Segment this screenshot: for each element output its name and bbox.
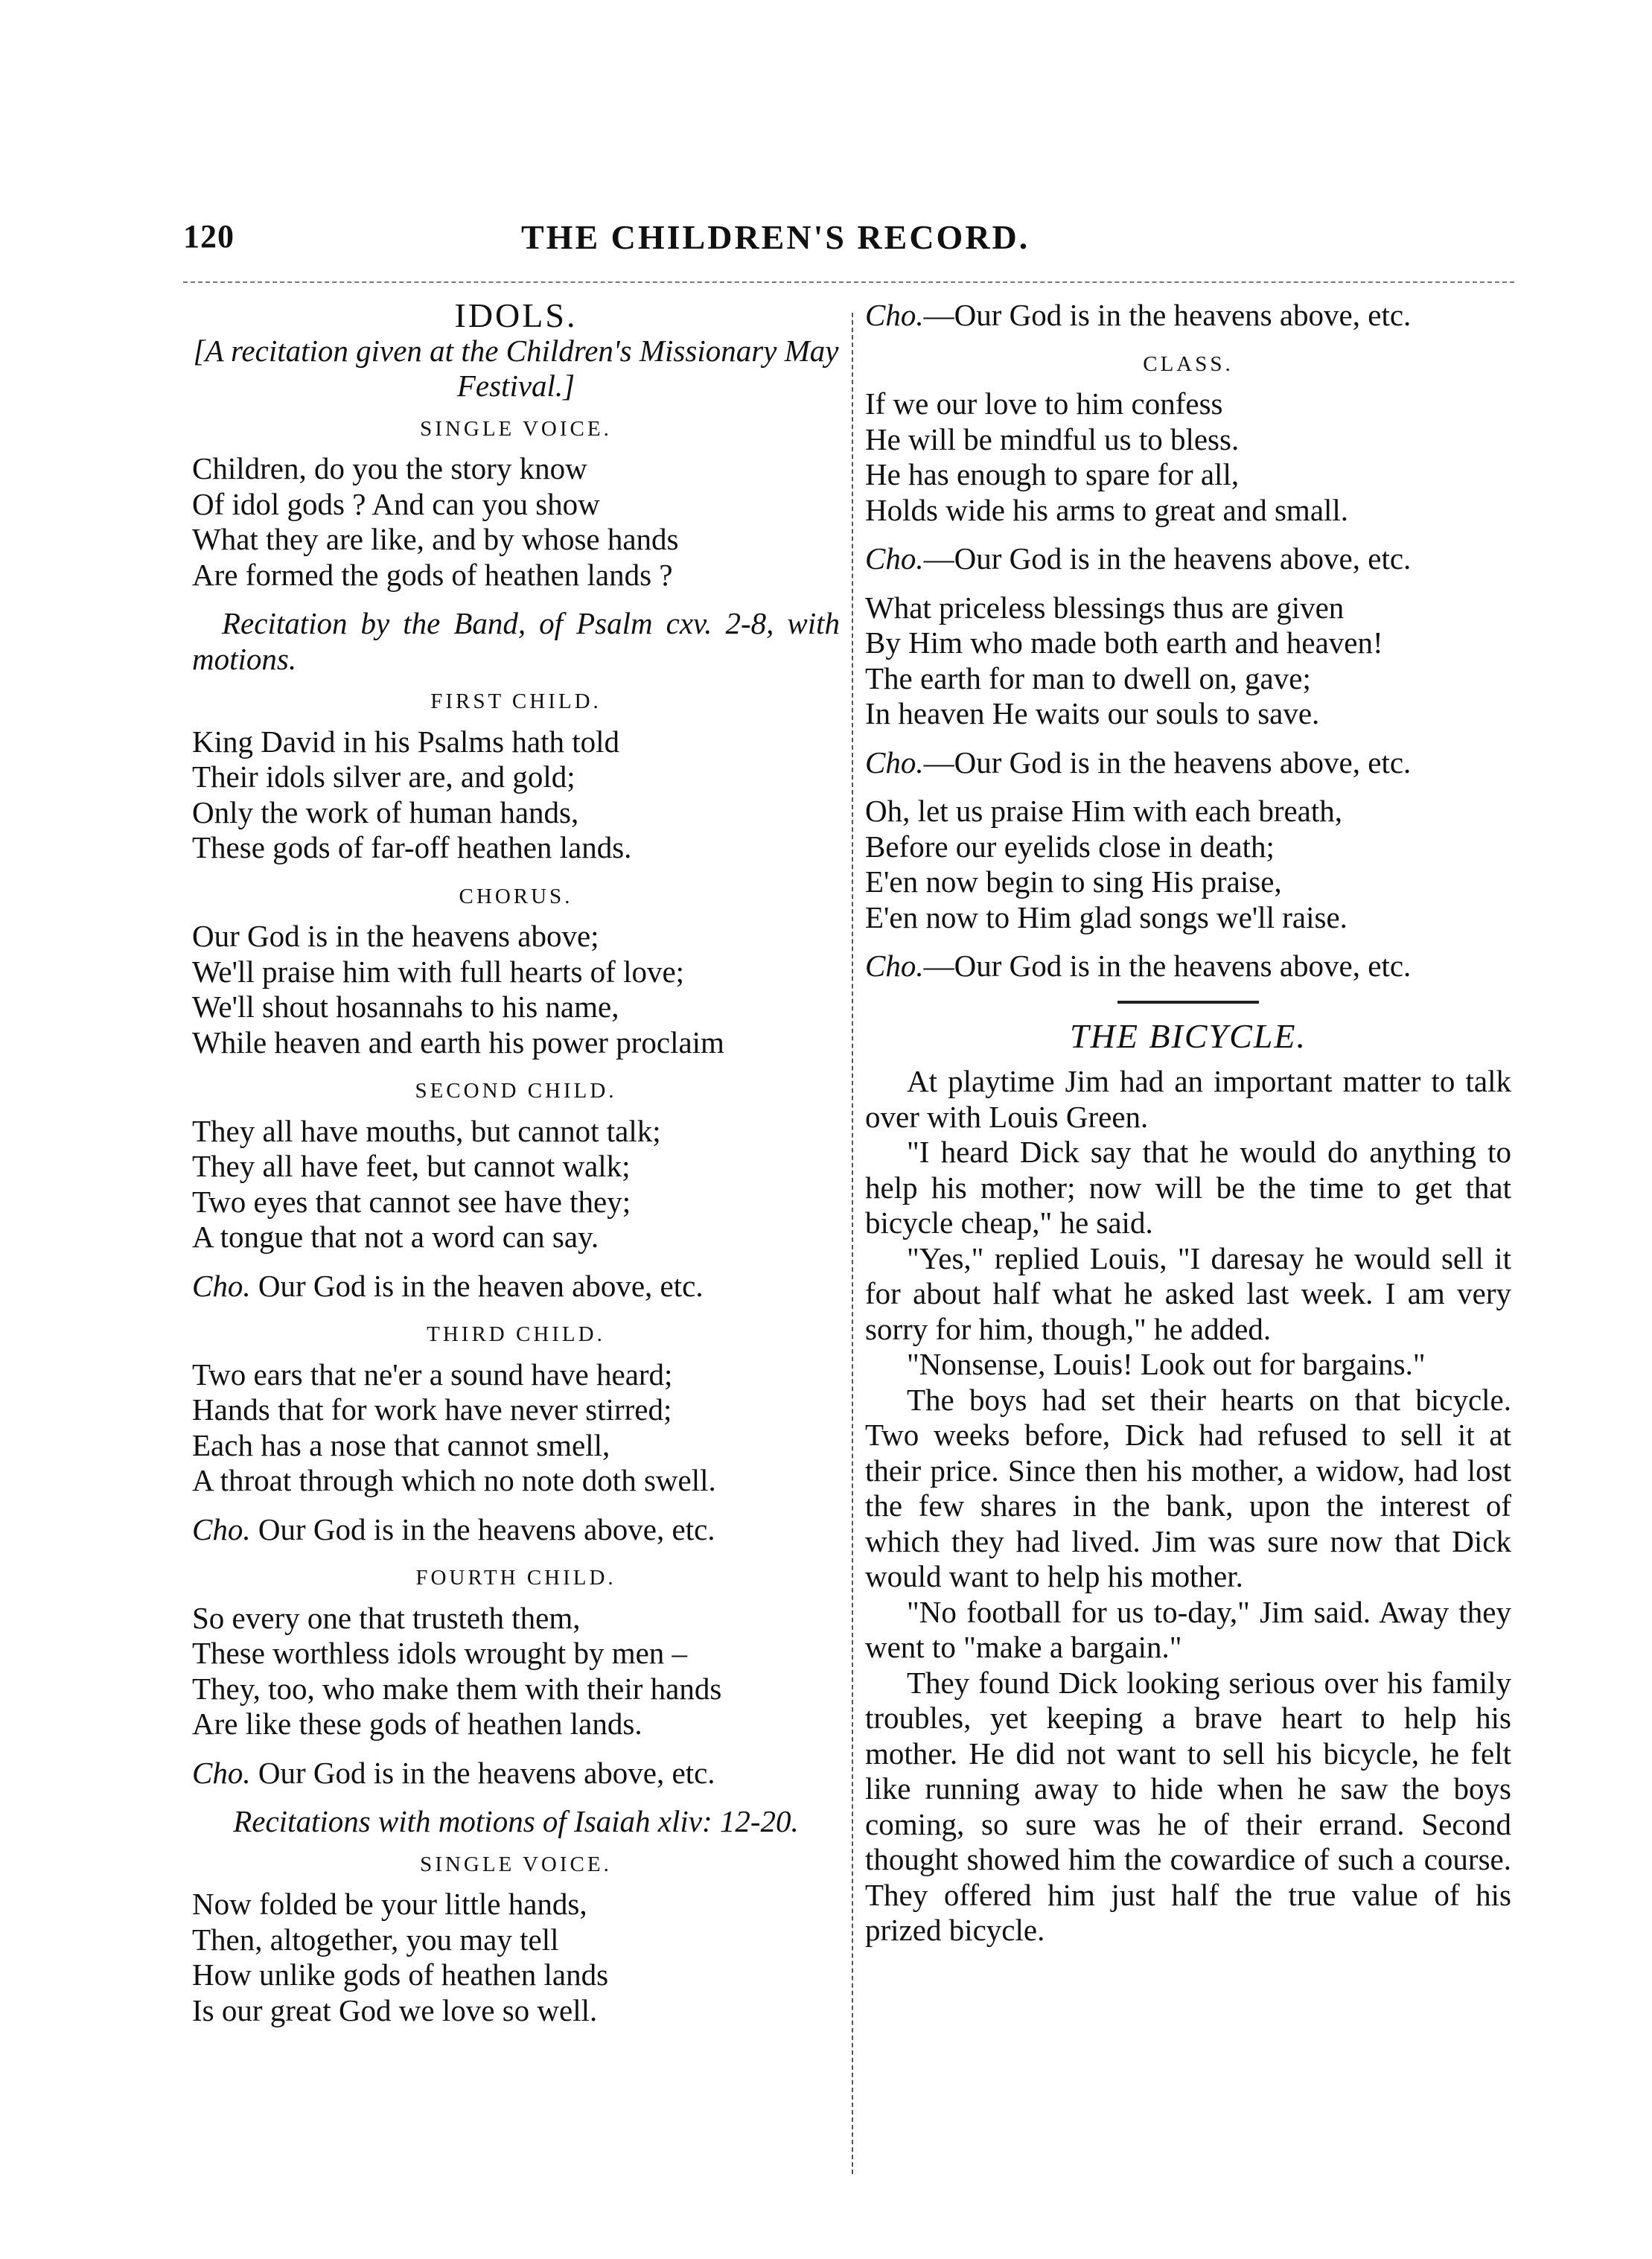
section-heading: CLASS. bbox=[1143, 351, 1234, 376]
verse-line: Our God is in the heavens above; bbox=[192, 919, 599, 953]
stanza bbox=[192, 1887, 840, 2028]
verse-line: If we our love to him confess bbox=[865, 386, 1223, 421]
section-heading: SINGLE VOICE. bbox=[420, 1852, 612, 1876]
verse-line: The earth for man to dwell on, gave; bbox=[865, 660, 1311, 695]
section-heading: SINGLE VOICE. bbox=[420, 416, 612, 441]
verse-line: We'll shout hosannahs to his name, bbox=[192, 990, 619, 1024]
story-paragraph: "Nonsense, Louis! Look out for bargains." bbox=[907, 1347, 1426, 1381]
verse-line: Only the work of human hands, bbox=[192, 794, 579, 829]
story-paragraph: "I heard Dick say that he would do anything to help his mother; now will be the time to get that bicycle cheap," he said. bbox=[865, 1135, 1511, 1240]
chorus-text: Our God is in the heavens above, etc. bbox=[258, 1755, 715, 1790]
stanza bbox=[865, 794, 1511, 935]
poem-intro-note: [A recitation given at the Children's Missionary May Festival.] bbox=[193, 333, 839, 403]
chorus-text: —Our God is in the heavens above, etc. bbox=[923, 745, 1412, 780]
verse-line: Hands that for work have never stirred; bbox=[192, 1392, 672, 1427]
left-column bbox=[192, 298, 840, 2042]
chorus-label: Cho. bbox=[865, 298, 924, 332]
chorus-text: —Our God is in the heavens above, etc. bbox=[923, 949, 1412, 983]
verse-line: So every one that trusteth them, bbox=[192, 1600, 581, 1635]
verse-line: Each has a nose that cannot smell, bbox=[192, 1427, 610, 1462]
verse-line: Are like these gods of heathen lands. bbox=[192, 1707, 642, 1741]
verse-line: He has enough to spare for all, bbox=[865, 457, 1240, 491]
chorus-text: —Our God is in the heavens above, etc. bbox=[923, 541, 1412, 576]
verse-line: They, too, who make them with their hands bbox=[192, 1671, 722, 1706]
column-divider bbox=[852, 313, 853, 2174]
verse-line: While heaven and earth his power proclaim bbox=[192, 1025, 724, 1060]
verse-line: Then, altogether, you may tell bbox=[192, 1922, 559, 1957]
verse-line: By Him who made both earth and heaven! bbox=[865, 625, 1383, 660]
running-title: THE CHILDREN'S RECORD. bbox=[521, 218, 1030, 256]
verse-line: Oh, let us praise Him with each breath, bbox=[865, 794, 1343, 828]
chorus-refrain bbox=[192, 1269, 840, 1304]
stanza bbox=[192, 1114, 840, 1255]
recitation-note: Recitation by the Band, of Psalm cxv. 2-8, with motions. bbox=[192, 606, 840, 676]
verse-line: What priceless blessings thus are given bbox=[865, 590, 1345, 625]
chorus-refrain bbox=[865, 745, 1511, 781]
verse-line: We'll praise him with full hearts of love; bbox=[192, 954, 685, 989]
poem-title: IDOLS. bbox=[454, 296, 578, 334]
verse-line: King David in his Psalms hath told bbox=[192, 724, 619, 759]
verse-line: Their idols silver are, and gold; bbox=[192, 759, 575, 794]
story-paragraph: They found Dick looking serious over his family troubles, yet keeping a brave heart to help his mother. He did not want to sell his bicycle, he felt like running away to hide when he saw the boys coming, so sure was he of their errand. Second thought showed him the cowardice of such a course. They offered him just half the true value of his prized bicycle. bbox=[865, 1665, 1511, 1947]
verse-line: These gods of far-off heathen lands. bbox=[192, 830, 632, 864]
chorus-refrain bbox=[865, 949, 1511, 984]
verse-line: In heaven He waits our souls to save. bbox=[865, 696, 1320, 730]
story-paragraph: "No football for us to-day," Jim said. Away they went to "make a bargain." bbox=[865, 1594, 1511, 1664]
header-rule bbox=[183, 281, 1514, 283]
verse-line: Two ears that ne'er a sound have heard; bbox=[192, 1357, 673, 1392]
chorus-label: Cho. bbox=[865, 541, 924, 576]
chorus-label: Cho. bbox=[192, 1511, 251, 1546]
verse-line: Holds wide his arms to great and small. bbox=[865, 492, 1349, 527]
section-heading: FIRST CHILD. bbox=[430, 689, 602, 713]
story-paragraph: The boys had set their hearts on that bicycle. Two weeks before, Dick had refused to sell it at their price. Since then his mother, a widow, had lost the few shares in the bank, upon the interest of which they had lived. Jim was sure now that Dick would want to help his mother. bbox=[865, 1382, 1511, 1593]
chorus-text: —Our God is in the heavens above, etc. bbox=[923, 298, 1412, 332]
section-heading: THIRD CHILD. bbox=[427, 1322, 605, 1346]
verse-line: How unlike gods of heathen lands bbox=[192, 1957, 609, 1992]
stanza bbox=[192, 1357, 840, 1499]
verse-line: Of idol gods ? And can you show bbox=[192, 486, 600, 521]
stanza bbox=[865, 386, 1511, 528]
chorus-refrain bbox=[865, 541, 1511, 577]
chorus-label: Cho. bbox=[865, 745, 924, 780]
chorus-label: Cho. bbox=[865, 949, 924, 983]
stanza bbox=[192, 1601, 840, 1742]
verse-line: Is our great God we love so well. bbox=[192, 1992, 598, 2027]
section-heading: SECOND CHILD. bbox=[415, 1079, 617, 1103]
right-column bbox=[865, 298, 1511, 1949]
verse-line: Two eyes that cannot see have they; bbox=[192, 1184, 631, 1219]
chorus-refrain bbox=[865, 298, 1511, 334]
story-paragraph: "Yes," replied Louis, "I daresay he would sell it for about half what he asked last week. I am very sorry for him, though," he added. bbox=[865, 1240, 1511, 1346]
chorus-label: Cho. bbox=[192, 1755, 251, 1790]
section-heading: CHORUS. bbox=[459, 884, 573, 908]
stanza bbox=[865, 590, 1511, 732]
chorus-label: Cho. bbox=[192, 1268, 251, 1303]
story-title: THE BICYCLE. bbox=[1070, 1016, 1307, 1055]
page-number: 120 bbox=[183, 218, 235, 255]
verse-line: They all have feet, but cannot walk; bbox=[192, 1149, 631, 1183]
recitation-note: Recitations with motions of Isaiah xliv: 12-20. bbox=[233, 1804, 799, 1838]
section-heading: FOURTH CHILD. bbox=[415, 1566, 616, 1590]
chorus-refrain bbox=[192, 1756, 840, 1791]
verse-line: Before our eyelids close in death; bbox=[865, 829, 1275, 864]
chorus-text: Our God is in the heaven above, etc. bbox=[258, 1268, 704, 1303]
verse-line: They all have mouths, but cannot talk; bbox=[192, 1113, 661, 1148]
verse-line: A tongue that not a word can say. bbox=[192, 1220, 599, 1254]
verse-line: E'en now begin to sing His praise, bbox=[865, 864, 1282, 899]
stanza bbox=[192, 724, 840, 866]
verse-line: Children, do you the story know bbox=[192, 451, 587, 485]
story-paragraph: At playtime Jim had an important matter to talk over with Louis Green. bbox=[865, 1064, 1511, 1134]
verse-line: He will be mindful us to bless. bbox=[865, 421, 1240, 456]
stanza bbox=[192, 451, 840, 593]
verse-line: These worthless idols wrought by men – bbox=[192, 1636, 688, 1670]
chorus-refrain bbox=[192, 1512, 840, 1548]
verse-line: E'en now to Him glad songs we'll raise. bbox=[865, 899, 1348, 934]
stanza bbox=[192, 919, 840, 1060]
verse-line: A throat through which no note doth swell. bbox=[192, 1463, 716, 1497]
verse-line: Are formed the gods of heathen lands ? bbox=[192, 557, 673, 592]
verse-line: What they are like, and by whose hands bbox=[192, 522, 679, 556]
chorus-text: Our God is in the heavens above, etc. bbox=[258, 1511, 715, 1546]
section-rule bbox=[1117, 1001, 1259, 1004]
verse-line: Now folded be your little hands, bbox=[192, 1887, 587, 1921]
